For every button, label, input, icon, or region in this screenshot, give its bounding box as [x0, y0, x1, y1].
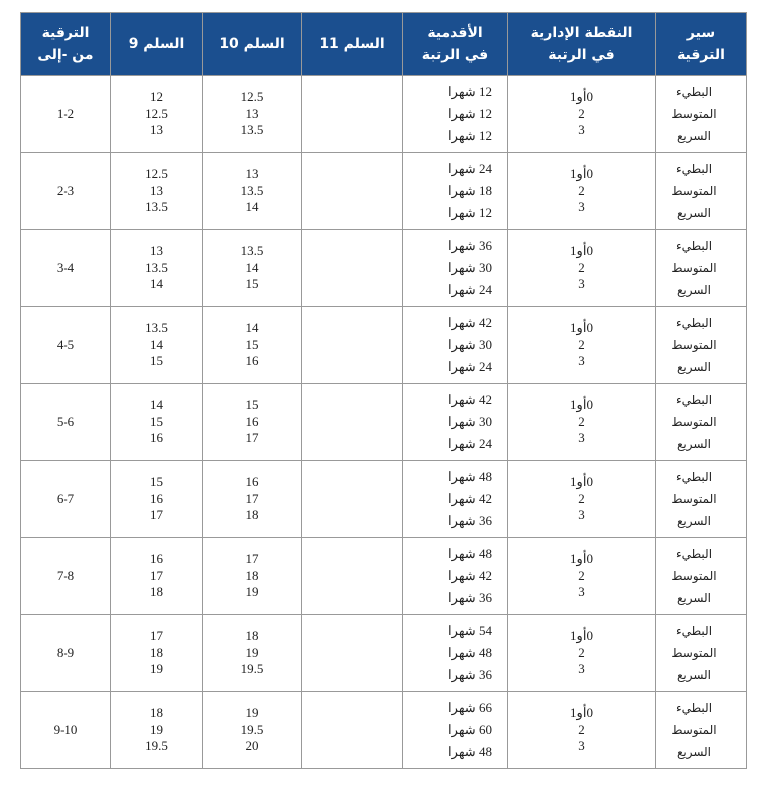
- scale10-value: 16: [245, 353, 259, 369]
- scale9-lines: [111, 705, 202, 755]
- points-lines: [508, 89, 655, 139]
- track-label: المتوسط: [671, 569, 717, 583]
- header-scale10-text: السلم 10: [219, 36, 285, 52]
- seniority-value: 48 شهرا: [448, 645, 492, 660]
- seniority-cell: [403, 307, 508, 384]
- scale11-cell: [302, 153, 403, 230]
- scale11-cell: [302, 384, 403, 461]
- scale10-lines: [203, 397, 301, 447]
- points-lines: [508, 628, 655, 678]
- points-value: 3: [578, 430, 585, 446]
- track-label: السريع: [676, 514, 712, 528]
- header-range: [21, 13, 111, 76]
- scale10-value: 14: [245, 259, 259, 275]
- points-value: 3: [578, 584, 585, 600]
- track-label: البطيء: [675, 547, 713, 561]
- seniority-value: 30 شهرا: [448, 337, 492, 352]
- scale10-lines: [203, 474, 301, 524]
- header-scale9-text: السلم 9: [128, 36, 185, 52]
- scale9-value: 12.5: [145, 166, 168, 182]
- range-cell: 5-6: [21, 384, 111, 461]
- scale10-lines: [203, 320, 301, 370]
- seniority-value: 12 شهرا: [448, 84, 492, 99]
- header-range-line2: من -إلى: [37, 47, 94, 63]
- seniority-cell: [403, 538, 508, 615]
- points-lines: [508, 320, 655, 370]
- scale9-value: 13.5: [145, 259, 168, 275]
- range-cell: 4-5: [21, 307, 111, 384]
- scale9-cell: [111, 307, 203, 384]
- points-cell: [508, 461, 656, 538]
- scale11-cell: [302, 615, 403, 692]
- scale10-value: 13.5: [240, 122, 264, 138]
- track-label: البطيء: [675, 316, 713, 330]
- scale10-cell: [203, 615, 302, 692]
- track-label: المتوسط: [671, 646, 717, 660]
- seniority-value: 12 شهرا: [448, 205, 492, 220]
- scale9-value: 15: [150, 413, 163, 429]
- track-label: المتوسط: [671, 492, 717, 506]
- track-label: السريع: [676, 283, 712, 297]
- seniority-value: 12 شهرا: [448, 106, 492, 121]
- table-row: [21, 384, 747, 461]
- points-lines: [508, 474, 655, 524]
- scale9-value: 13.5: [145, 320, 168, 336]
- scale9-value: 14: [150, 336, 163, 352]
- track-lines: [656, 620, 732, 686]
- points-value: 3: [578, 199, 585, 215]
- scale9-lines: [111, 320, 202, 370]
- track-lines: [656, 697, 732, 763]
- scale9-value: 13: [150, 122, 163, 138]
- promotion-table-container: [20, 12, 746, 769]
- track-lines: [656, 389, 732, 455]
- scale9-lines: [111, 397, 202, 447]
- scale9-cell: [111, 615, 203, 692]
- table-row: [21, 538, 747, 615]
- table-row: [21, 307, 747, 384]
- scale9-cell: [111, 153, 203, 230]
- table-row: [21, 692, 747, 769]
- scale10-value: 17: [245, 490, 259, 506]
- points-value: 2: [578, 567, 585, 583]
- scale10-value: 18: [245, 567, 259, 583]
- scale9-value: 15: [150, 353, 163, 369]
- scale10-value: 16: [245, 474, 259, 490]
- seniority-value: 18 شهرا: [448, 183, 492, 198]
- track-label: السريع: [676, 437, 712, 451]
- track-label: المتوسط: [671, 107, 717, 121]
- range-cell: 2-3: [21, 153, 111, 230]
- seniority-cell: [403, 461, 508, 538]
- scale9-cell: [111, 384, 203, 461]
- table-row: [21, 230, 747, 307]
- scale9-lines: [111, 628, 202, 678]
- scale10-lines: [203, 243, 301, 293]
- seniority-cell: [403, 615, 508, 692]
- seniority-lines: [433, 158, 507, 224]
- seniority-value: 48 شهرا: [448, 546, 492, 561]
- scale10-value: 19: [245, 705, 259, 721]
- seniority-lines: [433, 235, 507, 301]
- scale10-value: 19.5: [240, 721, 264, 737]
- scale9-value: 13: [150, 243, 163, 259]
- header-track-line2: الترقية: [677, 47, 725, 63]
- scale10-cell: [203, 538, 302, 615]
- seniority-cell: [403, 384, 508, 461]
- scale9-value: 18: [150, 644, 163, 660]
- scale10-lines: [203, 628, 301, 678]
- points-value: 0أو1: [570, 397, 593, 413]
- track-label: البطيء: [675, 393, 713, 407]
- seniority-value: 24 شهرا: [448, 436, 492, 451]
- scale10-lines: [203, 89, 301, 139]
- points-value: 0أو1: [570, 628, 593, 644]
- seniority-value: 60 شهرا: [448, 722, 492, 737]
- points-lines: [508, 705, 655, 755]
- table-row: [21, 153, 747, 230]
- scale9-value: 16: [150, 490, 163, 506]
- points-value: 0أو1: [570, 320, 593, 336]
- scale9-value: 15: [150, 474, 163, 490]
- seniority-value: 42 شهرا: [448, 491, 492, 506]
- promotion-table: [20, 12, 747, 769]
- track-lines: [656, 235, 732, 301]
- range-cell: 1-2: [21, 76, 111, 153]
- scale9-lines: [111, 166, 202, 216]
- scale10-value: 19.5: [240, 661, 264, 677]
- points-value: 3: [578, 353, 585, 369]
- header-track-line1: سير: [686, 25, 716, 41]
- seniority-value: 36 شهرا: [448, 590, 492, 605]
- scale10-value: 19: [245, 584, 259, 600]
- scale9-value: 12.5: [145, 105, 168, 121]
- seniority-lines: [433, 697, 507, 763]
- header-track: [656, 13, 747, 76]
- scale10-lines: [203, 551, 301, 601]
- scale9-lines: [111, 551, 202, 601]
- header-points-line1: النقطة الإدارية: [530, 25, 633, 41]
- scale10-value: 18: [245, 507, 259, 523]
- scale9-cell: [111, 76, 203, 153]
- scale10-cell: [203, 461, 302, 538]
- scale10-value: 13.5: [240, 182, 264, 198]
- scale9-value: 19: [150, 661, 163, 677]
- scale10-value: 17: [245, 430, 259, 446]
- seniority-lines: [433, 620, 507, 686]
- points-value: 2: [578, 721, 585, 737]
- points-value: 3: [578, 122, 585, 138]
- scale10-cell: [203, 692, 302, 769]
- scale10-value: 12.5: [240, 89, 264, 105]
- scale11-cell: [302, 461, 403, 538]
- points-value: 0أو1: [570, 166, 593, 182]
- scale10-value: 15: [245, 397, 259, 413]
- track-label: المتوسط: [671, 261, 717, 275]
- scale9-lines: [111, 474, 202, 524]
- scale9-cell: [111, 692, 203, 769]
- track-label: السريع: [676, 360, 712, 374]
- seniority-value: 30 شهرا: [448, 260, 492, 275]
- scale10-value: 13: [245, 105, 259, 121]
- seniority-lines: [433, 543, 507, 609]
- header-row: [21, 13, 747, 76]
- header-seniority-line2: في الرتبة: [421, 47, 489, 63]
- scale10-cell: [203, 153, 302, 230]
- track-lines: [656, 466, 732, 532]
- scale9-value: 14: [150, 397, 163, 413]
- seniority-lines: [433, 389, 507, 455]
- seniority-value: 36 شهرا: [448, 238, 492, 253]
- scale10-cell: [203, 307, 302, 384]
- scale10-cell: [203, 76, 302, 153]
- points-value: 2: [578, 259, 585, 275]
- track-label: البطيء: [675, 701, 713, 715]
- track-label: السريع: [676, 591, 712, 605]
- track-cell: [656, 76, 747, 153]
- scale9-cell: [111, 230, 203, 307]
- track-label: البطيء: [675, 85, 713, 99]
- seniority-value: 54 شهرا: [448, 623, 492, 638]
- seniority-value: 42 شهرا: [448, 568, 492, 583]
- seniority-value: 66 شهرا: [448, 700, 492, 715]
- seniority-value: 36 شهرا: [448, 513, 492, 528]
- points-value: 2: [578, 336, 585, 352]
- track-cell: [656, 230, 747, 307]
- scale9-value: 17: [150, 507, 163, 523]
- scale11-cell: [302, 76, 403, 153]
- track-label: البطيء: [675, 470, 713, 484]
- scale9-value: 16: [150, 551, 163, 567]
- points-cell: [508, 538, 656, 615]
- scale9-value: 13.5: [145, 199, 168, 215]
- header-scale11: [302, 13, 403, 76]
- points-value: 2: [578, 644, 585, 660]
- seniority-cell: [403, 153, 508, 230]
- table-row: [21, 461, 747, 538]
- track-cell: [656, 307, 747, 384]
- seniority-value: 30 شهرا: [448, 414, 492, 429]
- scale11-cell: [302, 692, 403, 769]
- seniority-value: 36 شهرا: [448, 667, 492, 682]
- scale10-value: 20: [245, 738, 259, 754]
- track-lines: [656, 158, 732, 224]
- table-body: [21, 76, 747, 769]
- header-scale11-text: السلم 11: [319, 36, 385, 52]
- track-label: السريع: [676, 668, 712, 682]
- seniority-value: 24 شهرا: [448, 359, 492, 374]
- points-value: 3: [578, 738, 585, 754]
- header-seniority-line1: الأقدمية: [427, 25, 483, 41]
- track-label: السريع: [676, 129, 712, 143]
- header-scale9: [111, 13, 203, 76]
- points-value: 0أو1: [570, 474, 593, 490]
- scale9-value: 18: [150, 584, 163, 600]
- points-cell: [508, 615, 656, 692]
- scale9-value: 17: [150, 628, 163, 644]
- seniority-lines: [433, 466, 507, 532]
- scale9-value: 19: [150, 721, 163, 737]
- track-label: البطيء: [675, 624, 713, 638]
- track-label: المتوسط: [671, 723, 717, 737]
- header-points: [508, 13, 656, 76]
- scale10-value: 13.5: [240, 243, 264, 259]
- track-cell: [656, 538, 747, 615]
- seniority-value: 42 شهرا: [448, 315, 492, 330]
- points-lines: [508, 243, 655, 293]
- track-cell: [656, 615, 747, 692]
- points-cell: [508, 307, 656, 384]
- points-value: 0أو1: [570, 551, 593, 567]
- points-value: 2: [578, 490, 585, 506]
- header-range-line1: الترقية: [41, 25, 90, 41]
- range-cell: 7-8: [21, 538, 111, 615]
- track-label: السريع: [676, 745, 712, 759]
- points-cell: [508, 153, 656, 230]
- scale10-value: 14: [245, 199, 259, 215]
- track-label: المتوسط: [671, 415, 717, 429]
- points-value: 2: [578, 413, 585, 429]
- track-cell: [656, 692, 747, 769]
- scale9-value: 18: [150, 705, 163, 721]
- scale9-value: 17: [150, 567, 163, 583]
- points-value: 3: [578, 661, 585, 677]
- seniority-value: 24 شهرا: [448, 161, 492, 176]
- seniority-lines: [433, 81, 507, 147]
- points-value: 2: [578, 182, 585, 198]
- scale10-value: 15: [245, 276, 259, 292]
- track-label: السريع: [676, 206, 712, 220]
- scale9-value: 13: [150, 182, 163, 198]
- track-lines: [656, 543, 732, 609]
- seniority-value: 42 شهرا: [448, 392, 492, 407]
- seniority-lines: [433, 312, 507, 378]
- scale9-lines: [111, 243, 202, 293]
- seniority-cell: [403, 76, 508, 153]
- range-cell: 9-10: [21, 692, 111, 769]
- points-lines: [508, 397, 655, 447]
- scale9-value: 14: [150, 276, 163, 292]
- scale9-value: 19.5: [145, 738, 168, 754]
- scale11-cell: [302, 307, 403, 384]
- scale10-cell: [203, 230, 302, 307]
- range-cell: 6-7: [21, 461, 111, 538]
- track-cell: [656, 384, 747, 461]
- track-cell: [656, 461, 747, 538]
- range-cell: 3-4: [21, 230, 111, 307]
- points-value: 2: [578, 105, 585, 121]
- points-value: 0أو1: [570, 89, 593, 105]
- seniority-value: 24 شهرا: [448, 282, 492, 297]
- track-lines: [656, 312, 732, 378]
- scale10-value: 15: [245, 336, 259, 352]
- points-cell: [508, 384, 656, 461]
- track-cell: [656, 153, 747, 230]
- points-value: 3: [578, 276, 585, 292]
- scale9-cell: [111, 461, 203, 538]
- header-points-line2: في الرتبة: [548, 47, 615, 63]
- scale9-value: 12: [150, 89, 163, 105]
- points-lines: [508, 551, 655, 601]
- track-label: البطيء: [675, 162, 713, 176]
- scale10-lines: [203, 166, 301, 216]
- scale9-cell: [111, 538, 203, 615]
- points-value: 0أو1: [570, 243, 593, 259]
- header-scale10: [203, 13, 302, 76]
- points-cell: [508, 230, 656, 307]
- seniority-value: 12 شهرا: [448, 128, 492, 143]
- points-cell: [508, 76, 656, 153]
- scale10-value: 14: [245, 320, 259, 336]
- seniority-value: 48 شهرا: [448, 744, 492, 759]
- track-lines: [656, 81, 732, 147]
- track-label: المتوسط: [671, 338, 717, 352]
- scale10-value: 16: [245, 413, 259, 429]
- seniority-cell: [403, 230, 508, 307]
- scale10-value: 13: [245, 166, 259, 182]
- scale9-value: 16: [150, 430, 163, 446]
- points-lines: [508, 166, 655, 216]
- track-label: المتوسط: [671, 184, 717, 198]
- scale10-lines: [203, 705, 301, 755]
- header-seniority: [403, 13, 508, 76]
- seniority-value: 48 شهرا: [448, 469, 492, 484]
- points-value: 3: [578, 507, 585, 523]
- points-cell: [508, 692, 656, 769]
- scale10-value: 18: [245, 628, 259, 644]
- scale11-cell: [302, 538, 403, 615]
- scale9-lines: [111, 89, 202, 139]
- table-row: [21, 76, 747, 153]
- table-row: [21, 615, 747, 692]
- scale10-cell: [203, 384, 302, 461]
- range-cell: 8-9: [21, 615, 111, 692]
- scale11-cell: [302, 230, 403, 307]
- seniority-cell: [403, 692, 508, 769]
- track-label: البطيء: [675, 239, 713, 253]
- points-value: 0أو1: [570, 705, 593, 721]
- scale10-value: 17: [245, 551, 259, 567]
- scale10-value: 19: [245, 644, 259, 660]
